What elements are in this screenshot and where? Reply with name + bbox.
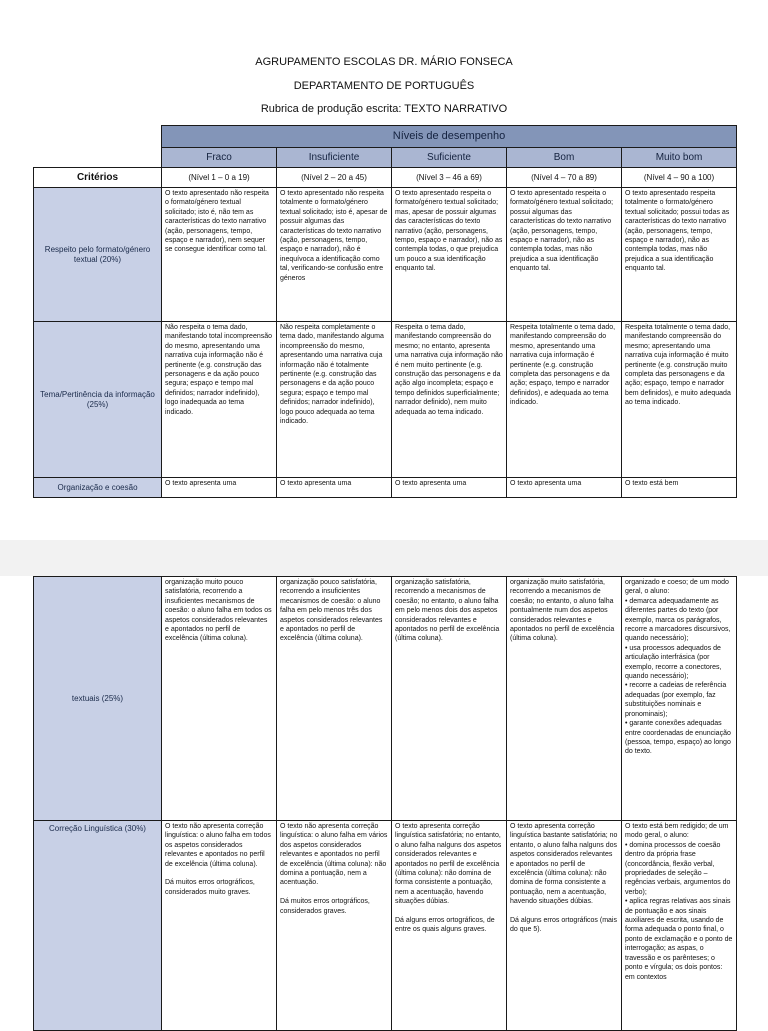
level-range: (Nível 4 – 90 a 100) — [622, 168, 737, 188]
rubric-cell: O texto está bem redigido; de um modo geral, o aluno: • domina processos de coesão dentro da própria frase (concordância, flexão verbal, propriedades de seleção – regências verbais, argumentos do verbo); • aplica regras relativas aos sinais de pontuação e aos sinais auxiliares de escrita, usando de forma adequada o ponto final, o ponto de exclamação e o ponto de interrogação; as aspas, o travessão e os parênteses; o ponto e vírgula; os dois pontos: em contextos — [622, 821, 737, 1031]
level-range: (Nível 3 – 46 a 69) — [392, 168, 507, 188]
rubric-cell: O texto apresentado não respeita totalmente o formato/género textual solicitado; isto é, apesar de possuir algumas das características do texto narrativo (ação, personagens, tempo, espaço e narrador), não é inequívoca a identificação como tal, verificando-se confusão entre géneros — [277, 188, 392, 322]
rubric-title: Rubrica de produção escrita: TEXTO NARRATIVO — [260, 103, 508, 115]
document-page-2 — [0, 576, 768, 1024]
rubric-cell: O texto está bem — [622, 478, 737, 498]
criterion-label: Organização e coesão — [34, 478, 162, 498]
rubric-table-continued — [33, 576, 737, 1031]
rubric-cell: O texto não apresenta correção linguística: o aluno falha em vários dos aspetos considerados relevantes e apontados no perfil de excelência (última coluna): não domina a pontuação, nem a acentuação. Dá muitos erros ortográficos, considerados graves. — [277, 821, 392, 1031]
empty-corner — [34, 126, 162, 148]
page-gap — [0, 540, 768, 576]
rubric-cell: O texto apresentado respeita o formato/género textual solicitado; possui algumas das características do texto narrativo (ação, personagens, tempo, espaço e narrador), não as contempla todas, mas não prejudica a sua identificação enquanto tal. — [507, 188, 622, 322]
level-name: Suficiente — [392, 148, 507, 168]
rubric-cell: organização muito pouco satisfatória, recorrendo a insuficientes mecanismos de coesão: o aluno falha em todos os aspetos considerados relevantes e apontados no perfil de excelência (última coluna). — [162, 577, 277, 821]
empty-corner — [34, 148, 162, 168]
rubric-table — [33, 125, 737, 498]
criteria-header: Critérios — [34, 168, 162, 188]
level-name: Fraco — [162, 148, 277, 168]
rubric-cell: organização satisfatória, recorrendo a mecanismos de coesão; no entanto, o aluno falha em pelo menos dois dos aspetos considerados relevantes e apontados no perfil de excelência (última coluna). — [392, 577, 507, 821]
rubric-cell: O texto apresenta uma — [162, 478, 277, 498]
rubric-cell: O texto apresenta correção linguística satisfatória; no entanto, o aluno falha nalguns dos aspetos considerados relevantes e apontados no perfil de excelência (última coluna): não domina de forma consistente a pontuação, nem a acentuação, havendo situações dúbias. Dá alguns erros ortográficos, de entre os quais alguns graves. — [392, 821, 507, 1031]
rubric-cell: organizado e coeso; de um modo geral, o aluno: • demarca adequadamente as diferentes partes do texto (por exemplo, marca os parágrafos, recorre a marcadores discursivos, quando necessário); • usa processos adequados de articulação interfrásica (por exemplo, recorre a conectores, quando necessário); • recorre a cadeias de referência adequadas (por exemplo, faz substituições nominais e pronominais); • garante conexões adequadas entre coordenadas de enunciação (pessoa, tempo, espaço) ao longo do texto. — [622, 577, 737, 821]
rubric-cell: organização pouco satisfatória, recorrendo a insuficientes mecanismos de coesão: o aluno falha em pelo menos três dos aspetos considerados relevantes e apontados no perfil de excelência (última coluna). — [277, 577, 392, 821]
level-range: (Nível 4 – 70 a 89) — [507, 168, 622, 188]
rubric-cell: O texto não apresenta correção linguística: o aluno falha em todos os aspetos considerados relevantes e apontados no perfil de excelência (última coluna). Dá muitos erros ortográficos, considerados muito graves. — [162, 821, 277, 1031]
criterion-label: textuais (25%) — [34, 577, 162, 821]
criterion-label: Respeito pelo formato/género textual (20%) — [34, 188, 162, 322]
level-range: (Nível 1 – 0 a 19) — [162, 168, 277, 188]
rubric-cell: O texto apresenta uma — [507, 478, 622, 498]
level-name: Insuficiente — [277, 148, 392, 168]
rubric-cell: O texto apresentado respeita totalmente o formato/género textual solicitado; possui todas as características do texto narrativo (ação, personagens, tempo, espaço e narrador), não as contempla todas, mas não prejudica a sua identificação enquanto tal. — [622, 188, 737, 322]
rubric-cell: Respeita totalmente o tema dado, manifestando compreensão do mesmo, apresentando uma narrativa cuja informação é pertinente (e.g. construção completa das personagens e da ação; espaço, tempo e narrador definidos), e adequada ao tema indicado. — [507, 322, 622, 478]
rubric-cell: O texto apresenta uma — [392, 478, 507, 498]
department-name: DEPARTAMENTO DE PORTUGUÊS — [293, 80, 475, 92]
rubric-cell: O texto apresenta uma — [277, 478, 392, 498]
rubric-cell: organização muito satisfatória, recorrendo a mecanismos de coesão; no entanto, o aluno falha pontualmente num dos aspetos considerados relevantes e apontados no perfil de excelência (última coluna). — [507, 577, 622, 821]
school-name: AGRUPAMENTO ESCOLAS DR. MÁRIO FONSECA — [255, 56, 513, 68]
level-name: Bom — [507, 148, 622, 168]
level-name: Muito bom — [622, 148, 737, 168]
criterion-label: Correção Linguística (30%) — [34, 821, 162, 1031]
rubric-cell: O texto apresenta correção linguística bastante satisfatória; no entanto, o aluno falha nalguns dos aspetos considerados relevantes e apontados no perfil de excelência (última coluna): não domina de forma consistente a pontuação, nem a acentuação, havendo situações dúbias. Dá alguns erros ortográficos (mais do que 5). — [507, 821, 622, 1031]
rubric-cell: Respeita totalmente o tema dado, manifestando compreensão do mesmo; apresentando uma narrativa cuja informação é muito pertinente (e.g. construção muito completa das personagens e da ação; espaço, tempo e narrador bem definidos), e muito adequada ao tema indicado. — [622, 322, 737, 478]
rubric-cell: Respeita o tema dado, manifestando compreensão do mesmo; no entanto, apresenta uma narrativa cuja informação não é nem muito pertinente (e.g. construção das personagens e da ação algo incompleta; espaço e tempo definidos superficialmente; narrador definido), nem muito adequada ao tema indicado. — [392, 322, 507, 478]
rubric-cell: O texto apresentado respeita o formato/género textual solicitado; mas, apesar de possuir algumas das características do texto narrativo (ação, personagens, tempo, espaço e narrador), não as contempla todas, o que prejudica um pouco a sua identificação enquanto tal. — [392, 188, 507, 322]
rubric-cell: O texto apresentado não respeita o formato/género textual solicitado; isto é, não tem as características do texto narrativo (ação, personagens, tempo, espaço e narrador), nem sequer se consegue identificar como tal. — [162, 188, 277, 322]
level-range: (Nível 2 – 20 a 45) — [277, 168, 392, 188]
performance-levels-header: Níveis de desempenho — [162, 126, 737, 148]
rubric-cell: Não respeita completamente o tema dado, manifestando alguma incompreensão do mesmo, apresentando uma narrativa cuja informação não é totalmente pertinente (e.g. construção das personagens e da ação pouco segura; espaço e tempo mal definidos; narrador indefinido), logo pouco adequada ao tema indicado. — [277, 322, 392, 478]
criterion-label: Tema/Pertinência da informação (25%) — [34, 322, 162, 478]
rubric-cell: Não respeita o tema dado, manifestando total incompreensão do mesmo, apresentando uma narrativa cuja informação não é pertinente (e.g. construção das personagens e da ação pouco segura; espaço e tempo mal definidos; narrador indefinido), logo inadequada ao tema indicado. — [162, 322, 277, 478]
